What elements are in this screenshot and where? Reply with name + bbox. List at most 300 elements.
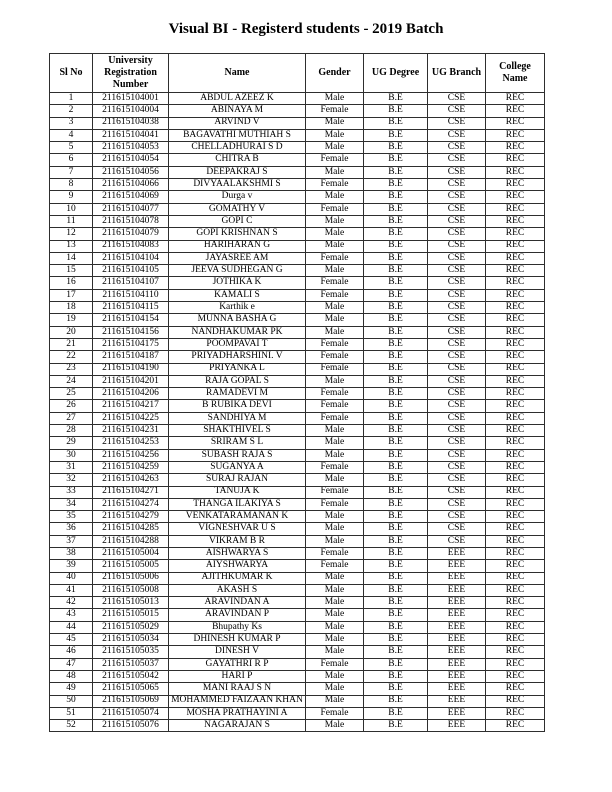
cell-gender: Male bbox=[306, 240, 364, 252]
cell-registration_number: 211615105006 bbox=[93, 572, 169, 584]
cell-ug_branch: EEE bbox=[428, 683, 486, 695]
cell-name: SUGANYA A bbox=[169, 461, 306, 473]
cell-registration_number: 211615104288 bbox=[93, 535, 169, 547]
cell-sl_no: 9 bbox=[50, 191, 93, 203]
cell-name: SUBASH RAJA S bbox=[169, 449, 306, 461]
cell-name: GAYATHRI R P bbox=[169, 658, 306, 670]
cell-gender: Female bbox=[306, 388, 364, 400]
cell-college_name: REC bbox=[486, 535, 545, 547]
cell-name: ARAVINDAN P bbox=[169, 609, 306, 621]
cell-ug_degree: B.E bbox=[364, 634, 428, 646]
cell-name: GOMATHY V bbox=[169, 203, 306, 215]
cell-college_name: REC bbox=[486, 523, 545, 535]
table-row bbox=[50, 179, 545, 191]
table-row bbox=[50, 621, 545, 633]
cell-registration_number: 211615104156 bbox=[93, 326, 169, 338]
cell-ug_degree: B.E bbox=[364, 449, 428, 461]
cell-ug_degree: B.E bbox=[364, 584, 428, 596]
cell-ug_branch: CSE bbox=[428, 338, 486, 350]
cell-gender: Male bbox=[306, 584, 364, 596]
cell-ug_degree: B.E bbox=[364, 129, 428, 141]
cell-college_name: REC bbox=[486, 265, 545, 277]
cell-gender: Male bbox=[306, 437, 364, 449]
table-row bbox=[50, 658, 545, 670]
cell-college_name: REC bbox=[486, 474, 545, 486]
cell-ug_degree: B.E bbox=[364, 388, 428, 400]
cell-name: SRIRAM S L bbox=[169, 437, 306, 449]
cell-ug_branch: CSE bbox=[428, 93, 486, 105]
table-body bbox=[50, 93, 545, 732]
cell-name: JOTHIKA K bbox=[169, 277, 306, 289]
header-registration-number: University Registration Number bbox=[93, 54, 169, 93]
cell-registration_number: 211615104154 bbox=[93, 314, 169, 326]
cell-name: DEEPAKRAJ S bbox=[169, 166, 306, 178]
cell-name: Bhupathy Ks bbox=[169, 621, 306, 633]
cell-gender: Male bbox=[306, 265, 364, 277]
cell-name: GOPI KRISHNAN S bbox=[169, 228, 306, 240]
cell-name: ARAVINDAN A bbox=[169, 597, 306, 609]
cell-sl_no: 27 bbox=[50, 412, 93, 424]
cell-name: HARI P bbox=[169, 670, 306, 682]
cell-ug_degree: B.E bbox=[364, 621, 428, 633]
cell-college_name: REC bbox=[486, 547, 545, 559]
cell-name: GOPI C bbox=[169, 215, 306, 227]
table-row bbox=[50, 142, 545, 154]
cell-college_name: REC bbox=[486, 597, 545, 609]
cell-college_name: REC bbox=[486, 179, 545, 191]
table-row bbox=[50, 93, 545, 105]
cell-ug_degree: B.E bbox=[364, 203, 428, 215]
cell-gender: Female bbox=[306, 338, 364, 350]
cell-ug_branch: CSE bbox=[428, 498, 486, 510]
cell-gender: Male bbox=[306, 511, 364, 523]
cell-name: MOSHA PRATHAYINI A bbox=[169, 707, 306, 719]
cell-gender: Male bbox=[306, 597, 364, 609]
cell-ug_degree: B.E bbox=[364, 511, 428, 523]
cell-name: VIKRAM B R bbox=[169, 535, 306, 547]
cell-ug_degree: B.E bbox=[364, 486, 428, 498]
cell-name: VENKATARAMANAN K bbox=[169, 511, 306, 523]
cell-sl_no: 15 bbox=[50, 265, 93, 277]
cell-sl_no: 16 bbox=[50, 277, 93, 289]
table-row bbox=[50, 584, 545, 596]
cell-sl_no: 52 bbox=[50, 720, 93, 732]
cell-college_name: REC bbox=[486, 105, 545, 117]
cell-name: MUNNA BASHA G bbox=[169, 314, 306, 326]
cell-ug_branch: CSE bbox=[428, 215, 486, 227]
cell-gender: Male bbox=[306, 572, 364, 584]
cell-name: MOHAMMED FAIZAAN KHAN bbox=[169, 695, 306, 707]
table-row bbox=[50, 474, 545, 486]
cell-ug_branch: CSE bbox=[428, 228, 486, 240]
cell-registration_number: 211615104041 bbox=[93, 129, 169, 141]
table-row bbox=[50, 695, 545, 707]
cell-sl_no: 2 bbox=[50, 105, 93, 117]
cell-ug_branch: CSE bbox=[428, 179, 486, 191]
cell-registration_number: 211615104201 bbox=[93, 375, 169, 387]
cell-gender: Male bbox=[306, 117, 364, 129]
cell-ug_branch: CSE bbox=[428, 326, 486, 338]
cell-gender: Male bbox=[306, 93, 364, 105]
table-row bbox=[50, 720, 545, 732]
cell-ug_branch: EEE bbox=[428, 695, 486, 707]
cell-registration_number: 211615105004 bbox=[93, 547, 169, 559]
cell-gender: Male bbox=[306, 375, 364, 387]
cell-college_name: REC bbox=[486, 511, 545, 523]
cell-name: B RUBIKA DEVI bbox=[169, 400, 306, 412]
cell-college_name: REC bbox=[486, 560, 545, 572]
cell-ug_degree: B.E bbox=[364, 166, 428, 178]
cell-gender: Female bbox=[306, 363, 364, 375]
cell-ug_degree: B.E bbox=[364, 314, 428, 326]
cell-sl_no: 13 bbox=[50, 240, 93, 252]
cell-ug_branch: EEE bbox=[428, 560, 486, 572]
table-row bbox=[50, 535, 545, 547]
cell-sl_no: 14 bbox=[50, 252, 93, 264]
cell-college_name: REC bbox=[486, 289, 545, 301]
cell-ug_degree: B.E bbox=[364, 547, 428, 559]
cell-sl_no: 21 bbox=[50, 338, 93, 350]
table-row bbox=[50, 560, 545, 572]
cell-college_name: REC bbox=[486, 707, 545, 719]
cell-registration_number: 211615104279 bbox=[93, 511, 169, 523]
cell-ug_branch: CSE bbox=[428, 142, 486, 154]
cell-name: DINESH V bbox=[169, 646, 306, 658]
table-row bbox=[50, 302, 545, 314]
cell-sl_no: 6 bbox=[50, 154, 93, 166]
table-row bbox=[50, 523, 545, 535]
cell-registration_number: 211615105037 bbox=[93, 658, 169, 670]
table-row bbox=[50, 511, 545, 523]
cell-sl_no: 48 bbox=[50, 670, 93, 682]
cell-registration_number: 211615104038 bbox=[93, 117, 169, 129]
cell-sl_no: 17 bbox=[50, 289, 93, 301]
cell-gender: Female bbox=[306, 351, 364, 363]
cell-sl_no: 41 bbox=[50, 584, 93, 596]
cell-sl_no: 42 bbox=[50, 597, 93, 609]
cell-sl_no: 39 bbox=[50, 560, 93, 572]
cell-name: DHINESH KUMAR P bbox=[169, 634, 306, 646]
cell-ug_branch: CSE bbox=[428, 375, 486, 387]
cell-sl_no: 4 bbox=[50, 129, 93, 141]
table-row bbox=[50, 265, 545, 277]
cell-ug_branch: CSE bbox=[428, 461, 486, 473]
cell-registration_number: 211615104079 bbox=[93, 228, 169, 240]
cell-sl_no: 43 bbox=[50, 609, 93, 621]
cell-gender: Male bbox=[306, 425, 364, 437]
table-row bbox=[50, 609, 545, 621]
cell-ug_branch: CSE bbox=[428, 412, 486, 424]
cell-sl_no: 1 bbox=[50, 93, 93, 105]
cell-registration_number: 211615105008 bbox=[93, 584, 169, 596]
cell-registration_number: 211615105074 bbox=[93, 707, 169, 719]
cell-name: ARVIND V bbox=[169, 117, 306, 129]
table-row bbox=[50, 326, 545, 338]
cell-sl_no: 18 bbox=[50, 302, 93, 314]
cell-name: TANUJA K bbox=[169, 486, 306, 498]
cell-sl_no: 7 bbox=[50, 166, 93, 178]
cell-gender: Male bbox=[306, 142, 364, 154]
cell-ug_degree: B.E bbox=[364, 425, 428, 437]
cell-registration_number: 211615104053 bbox=[93, 142, 169, 154]
table-row bbox=[50, 707, 545, 719]
cell-ug_degree: B.E bbox=[364, 215, 428, 227]
table-row bbox=[50, 572, 545, 584]
table-row bbox=[50, 277, 545, 289]
cell-registration_number: 211615104056 bbox=[93, 166, 169, 178]
cell-ug_degree: B.E bbox=[364, 597, 428, 609]
cell-gender: Female bbox=[306, 547, 364, 559]
cell-college_name: REC bbox=[486, 191, 545, 203]
cell-ug_branch: EEE bbox=[428, 621, 486, 633]
cell-college_name: REC bbox=[486, 400, 545, 412]
cell-ug_branch: CSE bbox=[428, 511, 486, 523]
cell-ug_degree: B.E bbox=[364, 683, 428, 695]
table-row bbox=[50, 240, 545, 252]
cell-registration_number: 211615104263 bbox=[93, 474, 169, 486]
cell-gender: Male bbox=[306, 449, 364, 461]
cell-ug_branch: EEE bbox=[428, 670, 486, 682]
cell-gender: Female bbox=[306, 277, 364, 289]
cell-registration_number: 211615104231 bbox=[93, 425, 169, 437]
cell-registration_number: 211615104083 bbox=[93, 240, 169, 252]
cell-registration_number: 211615104054 bbox=[93, 154, 169, 166]
cell-ug_degree: B.E bbox=[364, 658, 428, 670]
cell-gender: Female bbox=[306, 203, 364, 215]
cell-ug_branch: CSE bbox=[428, 302, 486, 314]
cell-name: SURAJ RAJAN bbox=[169, 474, 306, 486]
cell-sl_no: 36 bbox=[50, 523, 93, 535]
cell-sl_no: 25 bbox=[50, 388, 93, 400]
cell-college_name: REC bbox=[486, 117, 545, 129]
cell-college_name: REC bbox=[486, 720, 545, 732]
table-row bbox=[50, 634, 545, 646]
cell-registration_number: 211615104253 bbox=[93, 437, 169, 449]
table-row bbox=[50, 215, 545, 227]
cell-sl_no: 47 bbox=[50, 658, 93, 670]
cell-registration_number: 211615104217 bbox=[93, 400, 169, 412]
cell-registration_number: 211615105029 bbox=[93, 621, 169, 633]
cell-registration_number: 211615105042 bbox=[93, 670, 169, 682]
cell-ug_degree: B.E bbox=[364, 609, 428, 621]
cell-registration_number: 211615104271 bbox=[93, 486, 169, 498]
cell-name: NANDHAKUMAR PK bbox=[169, 326, 306, 338]
cell-gender: Female bbox=[306, 154, 364, 166]
cell-ug_degree: B.E bbox=[364, 707, 428, 719]
cell-sl_no: 34 bbox=[50, 498, 93, 510]
cell-ug_degree: B.E bbox=[364, 535, 428, 547]
cell-name: AJITHKUMAR K bbox=[169, 572, 306, 584]
cell-ug_branch: CSE bbox=[428, 129, 486, 141]
cell-sl_no: 22 bbox=[50, 351, 93, 363]
cell-ug_degree: B.E bbox=[364, 720, 428, 732]
cell-ug_branch: EEE bbox=[428, 584, 486, 596]
cell-name: MANI RAAJ S N bbox=[169, 683, 306, 695]
cell-name: RAJA GOPAL S bbox=[169, 375, 306, 387]
cell-college_name: REC bbox=[486, 584, 545, 596]
table-row bbox=[50, 129, 545, 141]
cell-ug_degree: B.E bbox=[364, 437, 428, 449]
cell-gender: Male bbox=[306, 646, 364, 658]
cell-registration_number: 211615104107 bbox=[93, 277, 169, 289]
cell-sl_no: 32 bbox=[50, 474, 93, 486]
cell-ug_branch: CSE bbox=[428, 240, 486, 252]
cell-sl_no: 50 bbox=[50, 695, 93, 707]
students-table bbox=[49, 53, 545, 732]
cell-college_name: REC bbox=[486, 129, 545, 141]
cell-ug_degree: B.E bbox=[364, 351, 428, 363]
cell-gender: Male bbox=[306, 474, 364, 486]
cell-sl_no: 29 bbox=[50, 437, 93, 449]
cell-ug_branch: EEE bbox=[428, 547, 486, 559]
cell-sl_no: 5 bbox=[50, 142, 93, 154]
cell-name: DIVYAALAKSHMI S bbox=[169, 179, 306, 191]
cell-registration_number: 211615104001 bbox=[93, 93, 169, 105]
cell-registration_number: 211615105065 bbox=[93, 683, 169, 695]
cell-ug_degree: B.E bbox=[364, 412, 428, 424]
cell-college_name: REC bbox=[486, 425, 545, 437]
cell-ug_degree: B.E bbox=[364, 523, 428, 535]
cell-sl_no: 38 bbox=[50, 547, 93, 559]
cell-ug_degree: B.E bbox=[364, 252, 428, 264]
cell-ug_degree: B.E bbox=[364, 93, 428, 105]
cell-gender: Male bbox=[306, 215, 364, 227]
cell-college_name: REC bbox=[486, 412, 545, 424]
cell-ug_branch: EEE bbox=[428, 658, 486, 670]
table-row bbox=[50, 252, 545, 264]
cell-gender: Female bbox=[306, 252, 364, 264]
cell-college_name: REC bbox=[486, 277, 545, 289]
cell-registration_number: 211615104105 bbox=[93, 265, 169, 277]
cell-gender: Female bbox=[306, 560, 364, 572]
cell-gender: Male bbox=[306, 523, 364, 535]
cell-college_name: REC bbox=[486, 351, 545, 363]
cell-college_name: REC bbox=[486, 498, 545, 510]
table-row bbox=[50, 388, 545, 400]
cell-ug_branch: CSE bbox=[428, 265, 486, 277]
cell-college_name: REC bbox=[486, 621, 545, 633]
cell-ug_degree: B.E bbox=[364, 461, 428, 473]
table-row bbox=[50, 683, 545, 695]
table-row bbox=[50, 117, 545, 129]
cell-sl_no: 45 bbox=[50, 634, 93, 646]
cell-ug_degree: B.E bbox=[364, 191, 428, 203]
cell-college_name: REC bbox=[486, 670, 545, 682]
cell-sl_no: 40 bbox=[50, 572, 93, 584]
cell-sl_no: 24 bbox=[50, 375, 93, 387]
cell-ug_degree: B.E bbox=[364, 670, 428, 682]
table-row bbox=[50, 338, 545, 350]
cell-sl_no: 49 bbox=[50, 683, 93, 695]
cell-registration_number: 211615104077 bbox=[93, 203, 169, 215]
table-row bbox=[50, 154, 545, 166]
cell-ug_branch: CSE bbox=[428, 166, 486, 178]
cell-name: THANGA ILAKIYA S bbox=[169, 498, 306, 510]
cell-sl_no: 8 bbox=[50, 179, 93, 191]
cell-sl_no: 23 bbox=[50, 363, 93, 375]
cell-name: AISHWARYA S bbox=[169, 547, 306, 559]
cell-ug_degree: B.E bbox=[364, 289, 428, 301]
cell-college_name: REC bbox=[486, 695, 545, 707]
cell-gender: Female bbox=[306, 658, 364, 670]
cell-registration_number: 211615105015 bbox=[93, 609, 169, 621]
cell-ug_branch: CSE bbox=[428, 437, 486, 449]
cell-college_name: REC bbox=[486, 314, 545, 326]
cell-sl_no: 28 bbox=[50, 425, 93, 437]
cell-gender: Male bbox=[306, 228, 364, 240]
cell-sl_no: 44 bbox=[50, 621, 93, 633]
cell-college_name: REC bbox=[486, 375, 545, 387]
table-row bbox=[50, 105, 545, 117]
cell-college_name: REC bbox=[486, 461, 545, 473]
table-header-row bbox=[50, 54, 545, 93]
cell-sl_no: 12 bbox=[50, 228, 93, 240]
cell-name: SHAKTHIVEL S bbox=[169, 425, 306, 437]
cell-ug_degree: B.E bbox=[364, 375, 428, 387]
cell-ug_branch: EEE bbox=[428, 646, 486, 658]
cell-gender: Male bbox=[306, 166, 364, 178]
cell-college_name: REC bbox=[486, 683, 545, 695]
students-table-container bbox=[49, 53, 545, 732]
cell-name: HARIHARAN G bbox=[169, 240, 306, 252]
cell-registration_number: 211615104190 bbox=[93, 363, 169, 375]
cell-ug_branch: CSE bbox=[428, 289, 486, 301]
cell-registration_number: 211615105034 bbox=[93, 634, 169, 646]
cell-ug_degree: B.E bbox=[364, 228, 428, 240]
cell-name: AIYSHWARYA bbox=[169, 560, 306, 572]
cell-college_name: REC bbox=[486, 166, 545, 178]
cell-name: CHITRA B bbox=[169, 154, 306, 166]
cell-gender: Female bbox=[306, 105, 364, 117]
cell-ug_branch: EEE bbox=[428, 572, 486, 584]
header-ug-degree: UG Degree bbox=[364, 54, 428, 93]
cell-ug_degree: B.E bbox=[364, 646, 428, 658]
cell-ug_degree: B.E bbox=[364, 117, 428, 129]
cell-name: BAGAVATHI MUTHIAH S bbox=[169, 129, 306, 141]
cell-sl_no: 51 bbox=[50, 707, 93, 719]
cell-college_name: REC bbox=[486, 154, 545, 166]
table-row bbox=[50, 400, 545, 412]
cell-registration_number: 211615105013 bbox=[93, 597, 169, 609]
cell-sl_no: 20 bbox=[50, 326, 93, 338]
cell-registration_number: 211615104104 bbox=[93, 252, 169, 264]
table-row bbox=[50, 449, 545, 461]
cell-registration_number: 211615104078 bbox=[93, 215, 169, 227]
cell-gender: Female bbox=[306, 461, 364, 473]
cell-ug_branch: CSE bbox=[428, 203, 486, 215]
cell-sl_no: 35 bbox=[50, 511, 93, 523]
cell-ug_degree: B.E bbox=[364, 474, 428, 486]
header-ug-branch: UG Branch bbox=[428, 54, 486, 93]
cell-name: ABINAYA M bbox=[169, 105, 306, 117]
cell-gender: Female bbox=[306, 289, 364, 301]
cell-registration_number: 211615104066 bbox=[93, 179, 169, 191]
cell-ug_degree: B.E bbox=[364, 154, 428, 166]
cell-college_name: REC bbox=[486, 437, 545, 449]
cell-name: ABDUL AZEEZ K bbox=[169, 93, 306, 105]
cell-name: RAMADEVI M bbox=[169, 388, 306, 400]
cell-college_name: REC bbox=[486, 634, 545, 646]
cell-ug_branch: CSE bbox=[428, 449, 486, 461]
cell-registration_number: 211615104115 bbox=[93, 302, 169, 314]
cell-college_name: REC bbox=[486, 609, 545, 621]
table-row bbox=[50, 289, 545, 301]
cell-ug_branch: CSE bbox=[428, 388, 486, 400]
cell-gender: Female bbox=[306, 486, 364, 498]
cell-gender: Male bbox=[306, 634, 364, 646]
cell-gender: Female bbox=[306, 707, 364, 719]
table-row bbox=[50, 425, 545, 437]
